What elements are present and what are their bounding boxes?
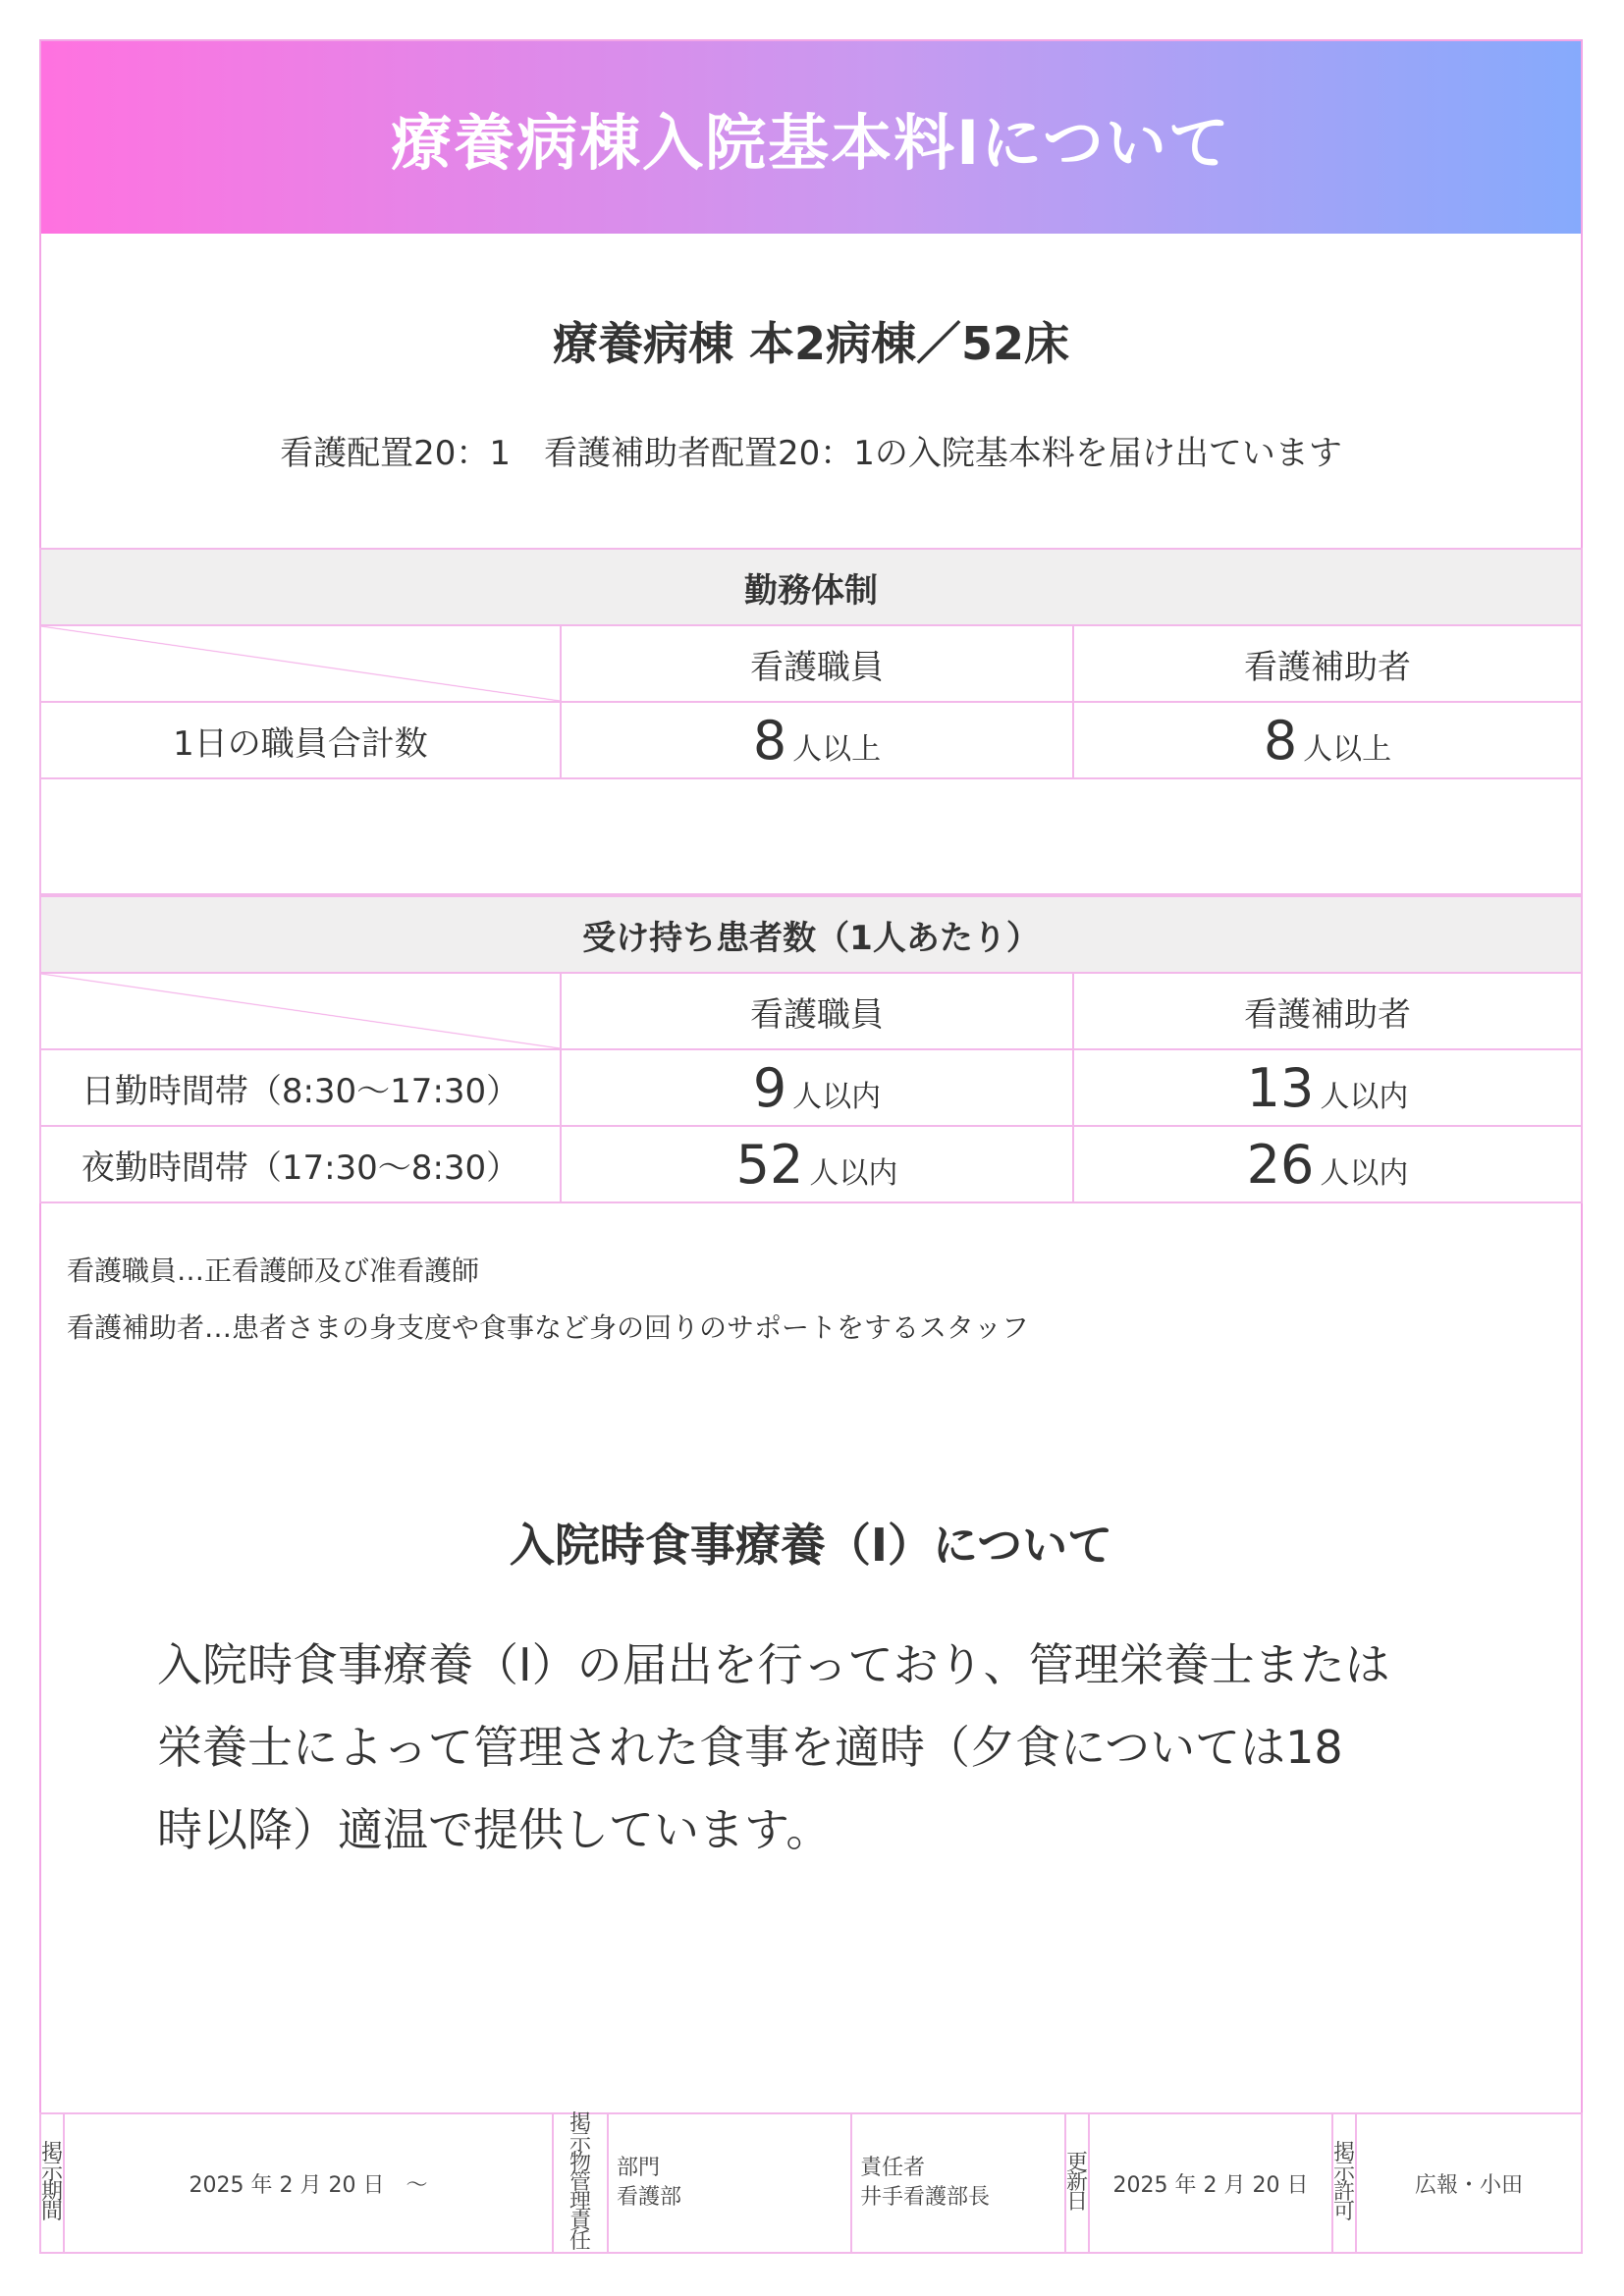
- patients-nurse-value: 52: [735, 1133, 804, 1196]
- patients-aide-unit: 人以内: [1320, 1155, 1409, 1191]
- table-corner-cell: [40, 973, 561, 1049]
- patients-nurse-cell: [561, 1126, 1073, 1202]
- staffing-table: [39, 548, 1583, 895]
- staffing-nurse-value: 8: [752, 709, 787, 772]
- patients-aide-cell: [1073, 1049, 1582, 1126]
- patients-aide-cell: [1073, 1126, 1582, 1202]
- dept-label: 部門: [617, 2156, 661, 2180]
- period-value: 2025 年 2 月 20 日 〜: [64, 2113, 553, 2253]
- owner-value: 井手看護部長: [860, 2185, 991, 2210]
- dept-cell: [608, 2113, 851, 2253]
- footer-table: [39, 2112, 1583, 2254]
- table-corner-cell: [40, 625, 561, 702]
- staffing-col-aide: 看護補助者: [1073, 625, 1582, 702]
- patients-nurse-value: 9: [752, 1056, 787, 1119]
- staffing-aide-unit: 人以上: [1303, 731, 1392, 767]
- patients-aide-value: 26: [1246, 1133, 1315, 1196]
- patients-aide-unit: 人以内: [1320, 1079, 1409, 1114]
- permit-label: 掲 示 許 可: [1332, 2113, 1356, 2253]
- staffing-nurse-unit: 人以上: [792, 731, 882, 767]
- staffing-col-nurse: 看護職員: [561, 625, 1073, 702]
- spacer-row: [40, 778, 1582, 894]
- patients-aide-value: 13: [1246, 1056, 1315, 1119]
- note-item: 看護職員…正看護師及び准看護師: [67, 1255, 480, 1287]
- staffing-section-title: 勤務体制: [40, 549, 1582, 625]
- patients-nurse-cell: [561, 1049, 1073, 1126]
- manager-label: 掲 示 物 管 理 責 任: [553, 2113, 608, 2253]
- patients-row-label: 日勤時間帯（8:30〜17:30）: [40, 1049, 561, 1126]
- meal-body: [157, 1624, 1492, 1871]
- owner-cell: [851, 2113, 1065, 2253]
- staffing-aide-cell: [1073, 702, 1582, 778]
- note-item: 看護補助者…患者さまの身支度や食事など身の回りのサポートをするスタッフ: [67, 1311, 1030, 1344]
- meal-line: 栄養士によって管理された食事を適時（夕食については18: [157, 1721, 1343, 1774]
- ward-title: 療養病棟 本2病棟／52床: [552, 317, 1070, 370]
- notes: [67, 1243, 1029, 1357]
- notice-frame: [39, 39, 1583, 2254]
- patients-nurse-unit: 人以内: [809, 1155, 898, 1191]
- table-row: [40, 1126, 1582, 1202]
- period-label: 掲 示 期 間: [40, 2113, 64, 2253]
- table-row: [40, 1049, 1582, 1126]
- staffing-aide-value: 8: [1263, 709, 1298, 772]
- updated-label: 更 新 日: [1065, 2113, 1089, 2253]
- staffing-nurse-cell: [561, 702, 1073, 778]
- patients-section-title: 受け持ち患者数（1人あたり）: [40, 896, 1582, 973]
- header-banner: [41, 41, 1581, 234]
- permit-value: 広報・小田: [1356, 2113, 1582, 2253]
- patients-nurse-unit: 人以内: [792, 1079, 882, 1114]
- meal-title: 入院時食事療養（Ⅰ）について: [509, 1519, 1113, 1572]
- patients-table: [39, 895, 1583, 1203]
- page-title: 療養病棟入院基本料Ⅰについて: [391, 106, 1231, 179]
- owner-label: 責任者: [860, 2156, 926, 2180]
- dept-value: 看護部: [617, 2185, 682, 2210]
- staffing-row-label: 1日の職員合計数: [40, 702, 561, 778]
- patients-col-nurse: 看護職員: [561, 973, 1073, 1049]
- updated-value: 2025 年 2 月 20 日: [1089, 2113, 1332, 2253]
- ward-description: 看護配置20：1 看護補助者配置20：1の入院基本料を届け出ています: [280, 434, 1342, 473]
- patients-row-label: 夜勤時間帯（17:30〜8:30）: [40, 1126, 561, 1202]
- meal-line: 入院時食事療養（Ⅰ）の届出を行っており、管理栄養士または: [157, 1638, 1390, 1691]
- patients-col-aide: 看護補助者: [1073, 973, 1582, 1049]
- meal-line: 時以降）適温で提供しています。: [157, 1803, 832, 1856]
